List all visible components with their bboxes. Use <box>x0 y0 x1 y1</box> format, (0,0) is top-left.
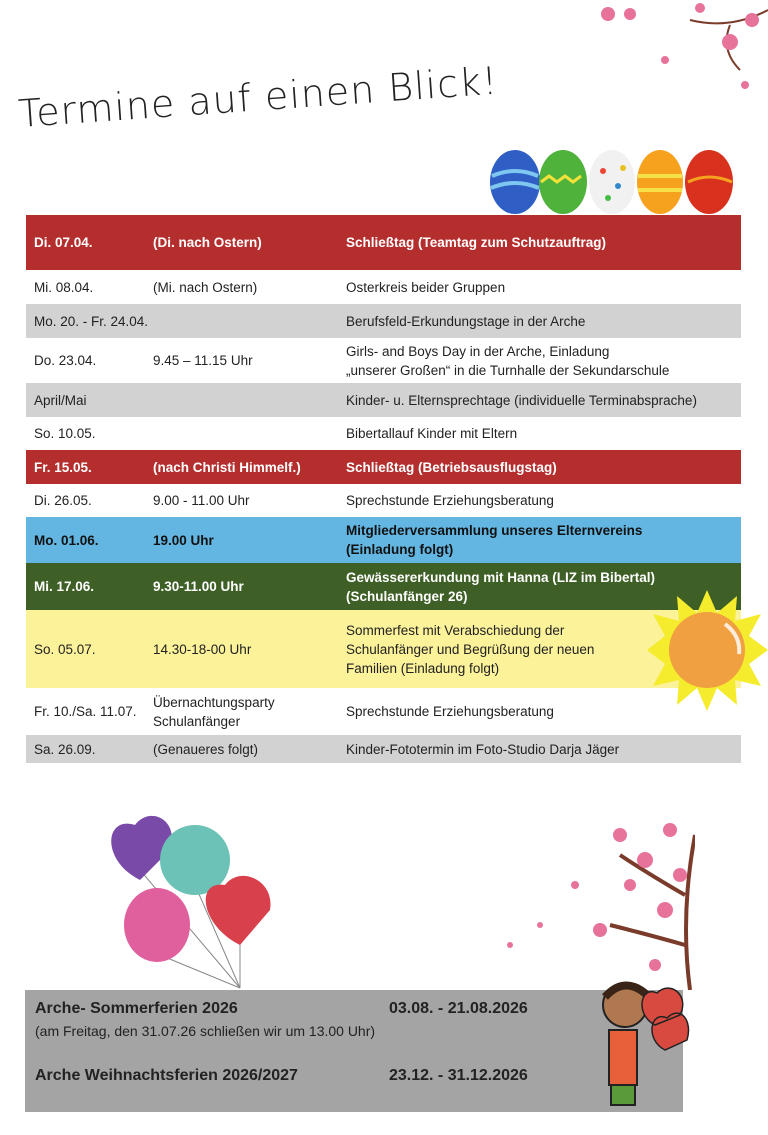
event <box>346 568 655 606</box>
event-line: „unserer Großen“ in die Turnhalle der Sekundarschule <box>346 362 670 378</box>
table-row <box>26 484 741 517</box>
time: 9.30-11.00 Uhr <box>153 579 244 594</box>
event-line: (Schulanfänger 26) <box>346 588 468 604</box>
table-row <box>26 563 741 610</box>
date: Mi. 17.06. <box>34 579 95 594</box>
table-row <box>26 450 741 484</box>
time: 9.45 – 11.15 Uhr <box>153 353 253 368</box>
table-row <box>26 383 741 417</box>
table-row <box>26 610 741 688</box>
date: Di. 07.04. <box>34 235 93 250</box>
winter-holidays-dates: 23.12. - 31.12.2026 <box>389 1067 528 1084</box>
date: Mo. 20. - Fr. 24.04. <box>34 313 149 329</box>
table-row <box>26 688 741 735</box>
date: Sa. 26.09. <box>34 741 96 757</box>
event: Schließtag (Teamtag zum Schutzauftrag) <box>346 235 607 250</box>
time <box>153 693 275 731</box>
summer-holidays-note: (am Freitag, den 31.07.26 schließen wir um 13.00 Uhr) <box>35 1023 376 1039</box>
table-row <box>26 215 741 270</box>
date: Mi. 08.04. <box>34 279 94 295</box>
holidays-box <box>25 990 683 1112</box>
event-line: (Einladung folgt) <box>346 542 454 557</box>
event-line: Gewässererkundung mit Hanna (LIZ im Bibertal) <box>346 569 656 585</box>
event-line: Girls- and Boys Day in der Arche, Einladung <box>346 343 610 359</box>
blossom-tree-icon <box>480 815 695 990</box>
event-line: Mitgliederversammlung unseres Elternvereins <box>346 523 643 538</box>
time: (nach Christi Himmelf.) <box>153 459 301 475</box>
time: (Genaueres folgt) <box>153 741 259 757</box>
table-row <box>26 270 741 304</box>
date: Fr. 10./Sa. 11.07. <box>34 704 137 719</box>
balloons-icon <box>100 810 280 990</box>
event: Schließtag (Betriebsausflugstag) <box>346 459 557 475</box>
summer-holidays-dates: 03.08. - 21.08.2026 <box>389 1000 528 1017</box>
date: Mo. 01.06. <box>34 532 99 548</box>
date: Fr. 15.05. <box>34 459 92 475</box>
event <box>346 621 594 678</box>
table-row <box>26 304 741 338</box>
event-line: Sommerfest mit Verabschiedung der <box>346 622 565 638</box>
table-row <box>26 735 741 763</box>
page-title: Termine auf einen Blick! <box>16 58 500 136</box>
blossom-branch-top-icon <box>580 0 768 110</box>
event: Kinder-Fototermin im Foto-Studio Darja Jäger <box>346 741 620 757</box>
time-line: Schulanfänger <box>153 713 241 729</box>
date: April/Mai <box>34 392 87 408</box>
date: So. 05.07. <box>34 641 96 657</box>
event: Bibertallauf Kinder mit Eltern <box>346 426 518 441</box>
event <box>346 342 669 380</box>
time: 14.30-18-00 Uhr <box>153 641 252 657</box>
summer-holidays-label: Arche- Sommerferien 2026 <box>35 1000 238 1017</box>
time: 19.00 Uhr <box>153 532 214 548</box>
time: (Mi. nach Ostern) <box>153 279 258 295</box>
event-line: Familien (Einladung folgt) <box>346 660 500 676</box>
schedule-table <box>26 215 741 763</box>
time: 9.00 - 11.00 Uhr <box>153 493 250 508</box>
time-line: Übernachtungsparty <box>153 694 275 710</box>
event: Berufsfeld-Erkundungstage in der Arche <box>346 313 586 329</box>
date: So. 10.05. <box>34 426 96 441</box>
table-row <box>26 417 741 450</box>
child-with-balloons-icon <box>595 975 690 1110</box>
event: Sprechstunde Erziehungsberatung <box>346 493 554 508</box>
winter-holidays-label: Arche Weihnachtsferien 2026/2027 <box>35 1067 298 1084</box>
date: Di. 26.05. <box>34 493 92 508</box>
event: Kinder- u. Elternsprechtage (individuelle Terminabsprache) <box>346 392 697 408</box>
table-row <box>26 338 741 383</box>
event-line: Schulanfänger und Begrüßung der neuen <box>346 641 595 657</box>
event: Sprechstunde Erziehungsberatung <box>346 704 554 719</box>
table-row <box>26 517 741 563</box>
sun-icon <box>645 588 768 713</box>
time: (Di. nach Ostern) <box>153 235 262 250</box>
date: Do. 23.04. <box>34 353 97 368</box>
event <box>346 521 642 559</box>
easter-eggs-icon <box>488 146 738 216</box>
event: Osterkreis beider Gruppen <box>346 279 506 295</box>
